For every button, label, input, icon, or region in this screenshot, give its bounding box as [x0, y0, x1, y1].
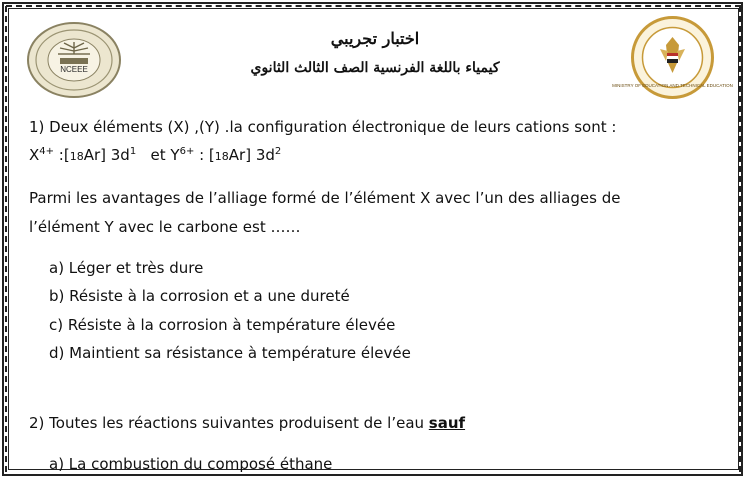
q1-option-b: b) Résiste à la corrosion et a une dureté	[49, 287, 350, 305]
nceee-logo-text: NCEEE	[60, 65, 88, 74]
y-core-z: 18	[214, 150, 229, 163]
q1-intro: 1) Deux éléments (X) ,(Y) .la configuration électronique de leurs cations sont :	[29, 118, 617, 136]
exam-title: اختبار تجريبي	[330, 29, 420, 48]
q1-option-a: a) Léger et très dure	[49, 259, 204, 277]
x-core: Ar] 3d	[83, 146, 130, 164]
q1-option-d: d) Maintient sa résistance à température élevée	[49, 344, 411, 362]
y-core: Ar] 3d	[228, 146, 275, 164]
ministry-seal-logo	[612, 15, 733, 100]
q1-electron-config	[29, 146, 281, 164]
q2-option-a: a) La combustion du composé éthane	[49, 455, 333, 473]
x-d-count: 1	[129, 146, 137, 157]
y-symbol: et Y	[150, 146, 180, 164]
ministry-logo-text: MINISTRY OF EDUCATION AND TECHNICAL EDUCATION	[612, 83, 733, 88]
exam-subtitle: كيمياء باللغة الفرنسية الصف الثالث الثانوي	[250, 60, 500, 76]
q1-stem-line2: l’élément Y avec le carbone est ……	[29, 218, 301, 236]
y-charge: 6+	[179, 146, 195, 157]
q1-option-c: c) Résiste à la corrosion à température élevée	[49, 316, 396, 334]
x-core-z: 18	[69, 150, 84, 163]
q2-stem	[29, 414, 465, 432]
q2-stem-keyword: sauf	[428, 414, 466, 432]
x-sep: :[	[54, 146, 70, 164]
y-d-count: 2	[274, 146, 282, 157]
y-sep: : [	[194, 146, 215, 164]
q2-stem-text: 2) Toutes les réactions suivantes produisent de l’eau	[29, 414, 429, 432]
q1-stem-line1: Parmi les avantages de l’alliage formé de l’élément X avec l’un des alliages de	[29, 189, 621, 207]
x-charge: 4+	[39, 146, 55, 157]
x-symbol: X	[29, 146, 40, 164]
nceee-seal-logo	[24, 20, 124, 100]
